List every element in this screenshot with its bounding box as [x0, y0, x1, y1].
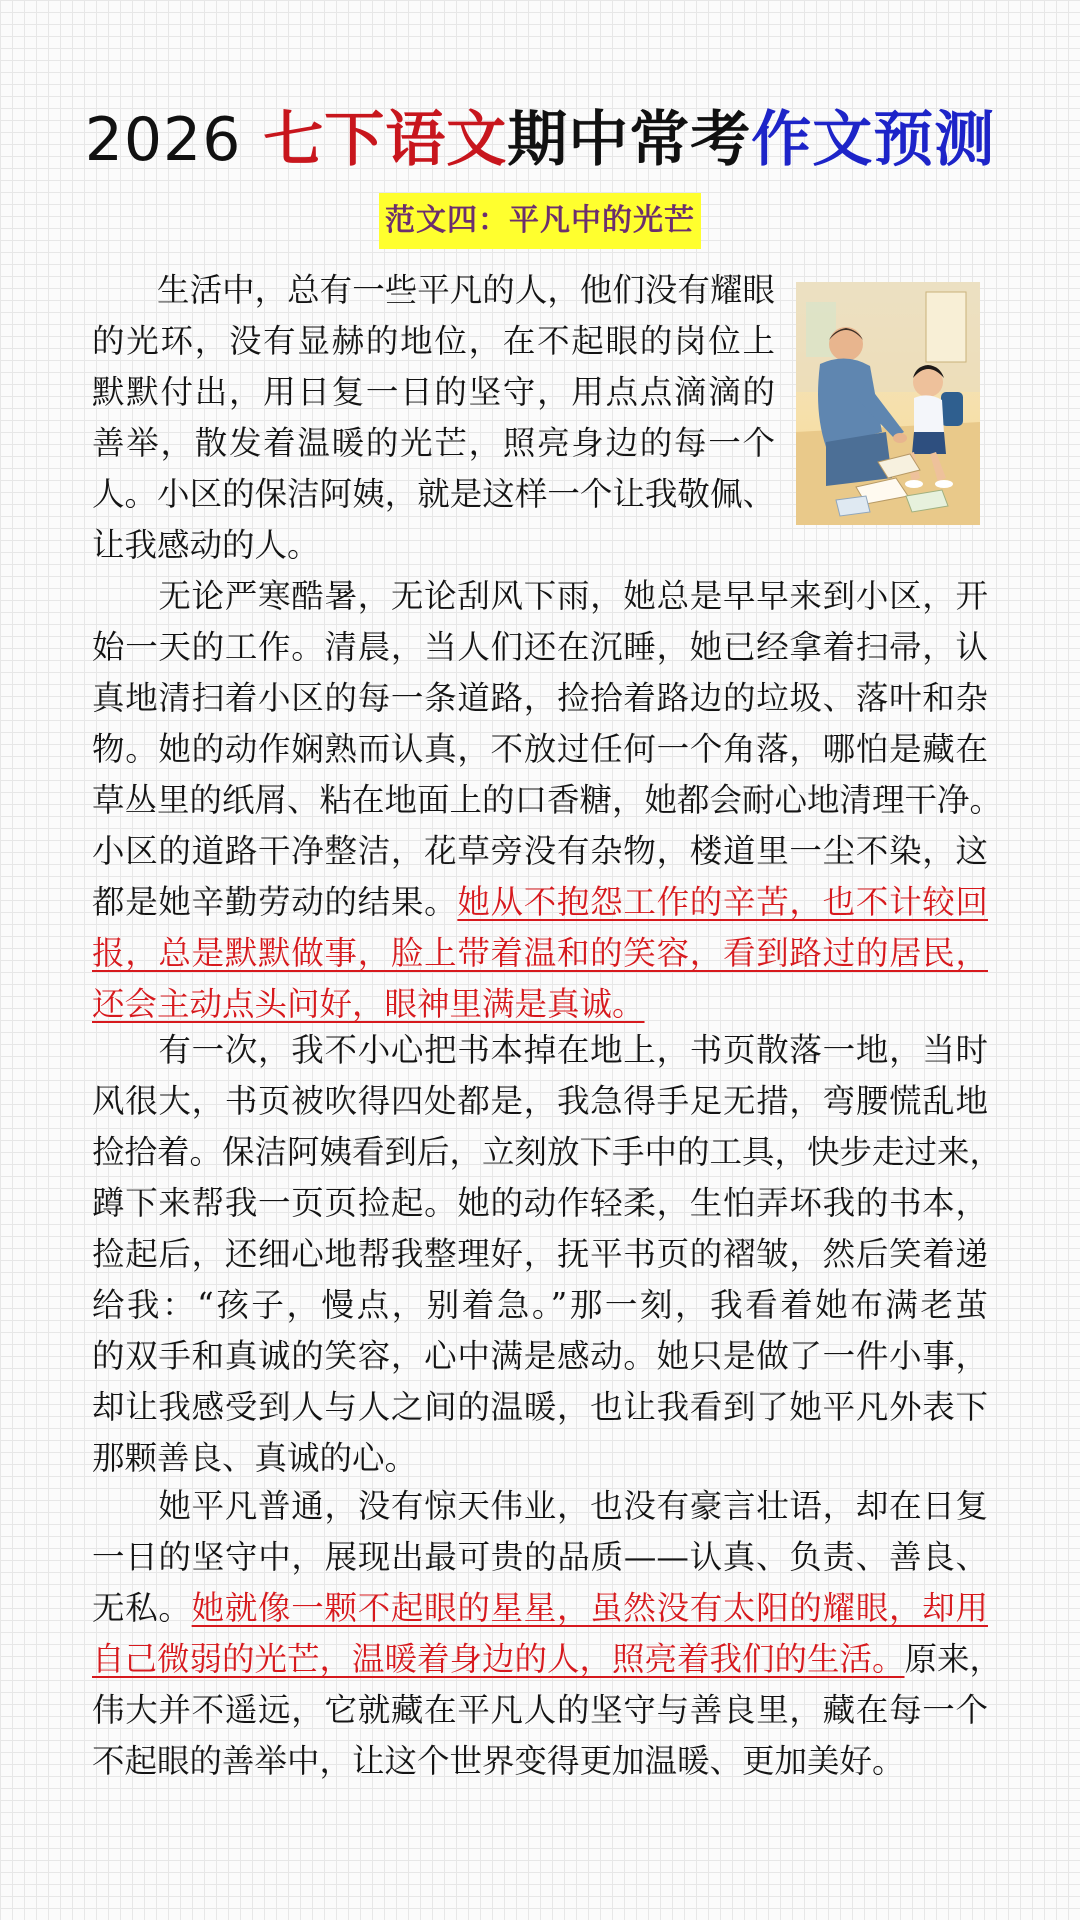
paragraph-4-line-5: 伟大并不遥远，它就藏在平凡人的坚守与善良里，藏在每一个	[92, 1691, 988, 1729]
title-year: 2026	[84, 105, 242, 175]
paragraph-1	[92, 265, 775, 571]
title-part-blue: 作文预测	[751, 105, 996, 175]
paragraph-2-line-4: 物。她的动作娴熟而认真，不放过任何一个角落，哪怕是藏在	[92, 730, 988, 768]
highlight-sentence-1-mid: 报，总是默默做事，脸上带着温和的笑容，看到路过的居民，	[92, 934, 988, 972]
paragraph-2-line-5: 草丛里的纸屑、粘在地面上的口香糖，她都会耐心地清理干净。	[92, 781, 1003, 819]
paragraph-4-line-1: 她平凡普通，没有惊天伟业，也没有豪言壮语，却在日复	[92, 1487, 988, 1525]
paragraph-1-line-1: 生活中，总有一些平凡的人，他们没有耀眼	[92, 271, 775, 309]
paragraph-1-line-6: 让我感动的人。	[92, 526, 320, 564]
subtitle-wrap	[0, 193, 1080, 249]
paragraph-2-line-1: 无论严寒酷暑，无论刮风下雨，她总是早早来到小区，开	[92, 577, 988, 615]
paragraph-1-line-3: 默默付出，用日复一日的坚守，用点点滴滴的	[92, 373, 775, 411]
paragraph-3	[92, 1025, 1003, 1484]
paragraph-3-line-1: 有一次，我不小心把书本掉在地上，书页散落一地，当时	[92, 1031, 988, 1069]
highlight-sentence-2-start: 她就像一颗不起眼的星星，虽然没有太阳的耀眼，却用	[191, 1589, 988, 1627]
paragraph-4-line-4	[92, 1634, 1003, 1685]
paragraph-3-line-8: 却让我感受到人与人之间的温暖，也让我看到了她平凡外表下	[92, 1388, 988, 1426]
paragraph-3-line-6: 给我：“孩子，慢点，别着急。”那一刻，我看着她布满老茧	[92, 1286, 988, 1324]
paragraph-4-line-3-plain: 无私。	[92, 1589, 192, 1627]
paragraph-4-line-4-plain: 原来，	[904, 1640, 1003, 1678]
paragraph-2-line-9	[92, 979, 988, 1030]
essay-subtitle: 范文四：平凡中的光芒	[379, 193, 701, 249]
highlight-sentence-2-end: 自己微弱的光芒，温暖着身边的人，照亮着我们的生活。	[92, 1640, 905, 1678]
paragraph-1-line-5: 人。小区的保洁阿姨，就是这样一个让我敬佩、	[92, 475, 775, 513]
paragraph-3-line-3: 捡拾着。保洁阿姨看到后，立刻放下手中的工具，快步走过来，	[92, 1133, 1003, 1171]
paragraph-3-line-7: 的双手和真诚的笑容，心中满是感动。她只是做了一件小事，	[92, 1337, 988, 1375]
paragraph-2-line-2: 始一天的工作。清晨，当人们还在沉睡，她已经拿着扫帚，认	[92, 628, 988, 666]
paragraph-3-line-9: 那颗善良、真诚的心。	[92, 1439, 418, 1477]
page-title	[0, 100, 1080, 180]
paragraph-2	[92, 571, 1003, 1030]
paragraph-1-line-2: 的光环，没有显赫的地位，在不起眼的岗位上	[92, 322, 775, 360]
paragraph-1-line-4: 善举，散发着温暖的光芒，照亮身边的每一个	[92, 424, 775, 462]
highlight-sentence-1-start: 她从不抱怨工作的辛苦，也不计较回	[457, 883, 988, 921]
paragraph-2-line-3: 真地清扫着小区的每一条道路，捡拾着路边的垃圾、落叶和杂	[92, 679, 988, 717]
paragraph-4	[92, 1481, 1003, 1787]
cleaner-helping-boy-illustration	[796, 282, 980, 525]
paragraph-4-line-2: 一日的坚守中，展现出最可贵的品质——认真、负责、善良、	[92, 1538, 988, 1576]
paragraph-4-line-6: 不起眼的善举中，让这个世界变得更加温暖、更加美好。	[92, 1742, 905, 1780]
paragraph-2-line-6: 小区的道路干净整洁，花草旁没有杂物，楼道里一尘不染，这	[92, 832, 988, 870]
paragraph-2-line-8	[92, 928, 988, 979]
paragraph-3-line-5: 捡起后，还细心地帮我整理好，抚平书页的褶皱，然后笑着递	[92, 1235, 988, 1273]
paragraph-2-line-7-plain: 都是她辛勤劳动的结果。	[92, 883, 458, 921]
paragraph-3-line-4: 蹲下来帮我一页页捡起。她的动作轻柔，生怕弄坏我的书本，	[92, 1184, 988, 1222]
paragraph-4-line-3	[92, 1583, 988, 1634]
highlight-sentence-1-end: 还会主动点头问好，眼神里满是真诚。	[92, 985, 645, 1023]
title-part-red: 七下语文	[263, 105, 508, 175]
paragraph-2-line-7	[92, 877, 988, 928]
title-part-black: 期中常考	[507, 105, 752, 175]
paragraph-3-line-2: 风很大，书页被吹得四处都是，我急得手足无措，弯腰慌乱地	[92, 1082, 988, 1120]
